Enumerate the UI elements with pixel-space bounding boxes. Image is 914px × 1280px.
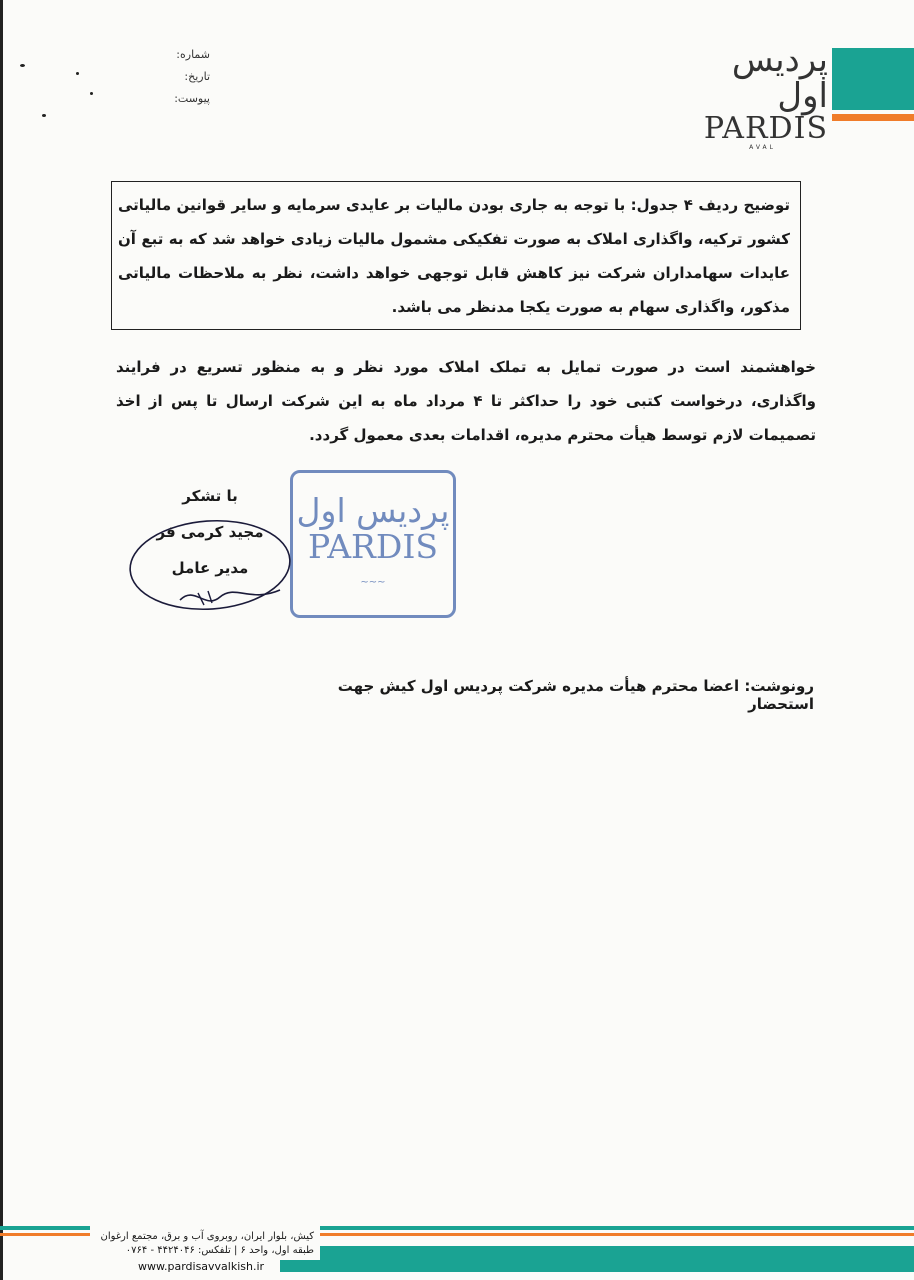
footer-address: [90, 1224, 320, 1260]
logo-english-text: PARDIS: [703, 111, 828, 146]
address-line-2: طبقه اول، واحد ۶ | تلفکس: ۴۴۲۴۰۴۶ - ۰۷۶۴: [125, 1245, 314, 1256]
stamp-small-mark: ~~~: [360, 577, 386, 588]
footer-teal-band: [280, 1246, 914, 1272]
footer-website: www.pardisavvalkish.ir: [138, 1260, 265, 1273]
stamp-english-text: PARDIS: [308, 527, 438, 566]
header-orange-band: [832, 114, 914, 121]
address-line-1: کیش، بلوار ایران، روبروی آب و برق، مجتمع ارغوان: [100, 1231, 314, 1242]
company-logo: [678, 42, 828, 151]
number-label: شماره:: [176, 48, 210, 61]
logo-subtext: AVAL: [749, 144, 776, 151]
closing-text: با تشکر: [182, 487, 238, 505]
signer-name: مجید کرمی فر: [156, 523, 264, 541]
attachment-label: پیوست:: [174, 92, 210, 105]
logo-persian-text: پردیس اول: [731, 40, 828, 116]
boxed-note: توضیح ردیف ۴ جدول: با توجه به جاری بودن مالیات بر عایدی سرمایه و سایر قوانین مالیاتی کشور ترکیه، واگذاری املاک به صورت تفکیکی مشمول مالیات زیادی خواهد شد که به تبع آن عایدات سهامداران شرکت نیز کاهش قابل توجهی خواهد داشت، نظر به ملاحظات مالیاتی مذکور، واگذاری سهام به صورت یکجا مدنظر می باشد.: [111, 181, 801, 330]
signer-title: مدیر عامل: [171, 559, 249, 577]
cc-line: رونوشت: اعضا محترم هیأت مدیره شرکت پردیس اول کیش جهت استحضار: [337, 677, 814, 713]
company-stamp: [290, 470, 456, 618]
date-label: تاریخ:: [184, 70, 210, 83]
stamp-persian-text: پردیس اول: [296, 491, 450, 530]
letter-meta: [150, 48, 210, 114]
scan-edge: [0, 0, 3, 1280]
header-teal-band: [832, 48, 914, 110]
signature-block: [150, 478, 270, 586]
request-paragraph: خواهشمند است در صورت تمایل به تملک املاک مورد نظر و به منظور تسریع در فرایند واگذاری، درخواست کتبی خود را حداکثر تا ۴ مرداد ماه به این شرکت ارسال تا پس از اخذ تصمیمات لازم توسط هیأت محترم مدیره، اقدامات بعدی معمول گردد.: [116, 358, 817, 444]
